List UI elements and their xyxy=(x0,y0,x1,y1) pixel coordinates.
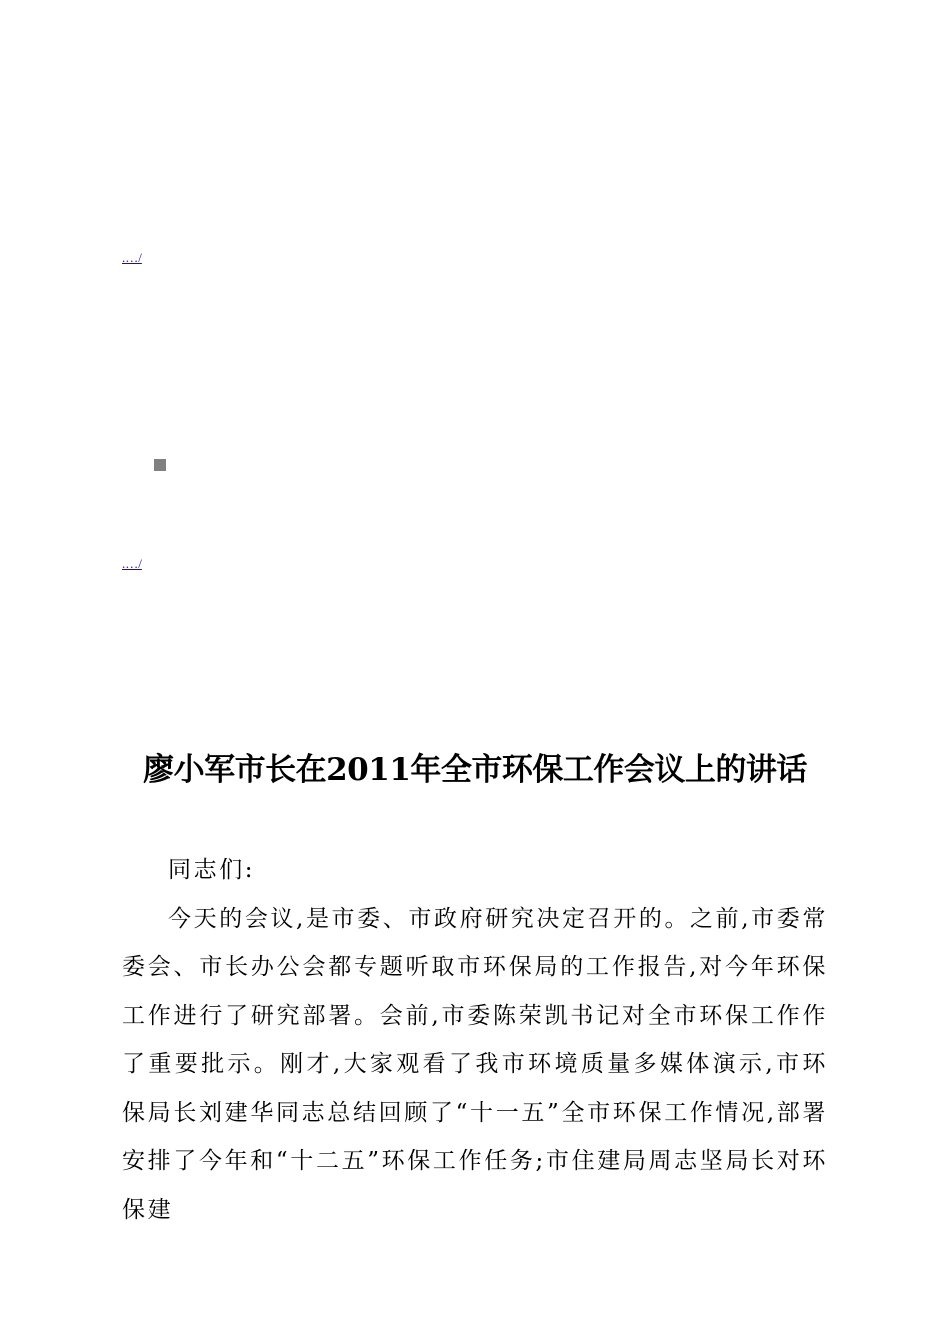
document-link-bottom[interactable]: .…/ xyxy=(122,556,142,571)
paragraph-1: 今天的会议,是市委、市政府研究决定召开的。之前,市委常委会、市长办公会都专题听取市环保局的工作报告,对今年环保工作进行了研究部署。会前,市委陈荣凯书记对全市环保工作作了重要批示。刚才,大家观看了我市环境质量多媒体演示,市环保局长刘建华同志总结回顾了“十一五”全市环保工作情况,部署安排了今年和“十二五”环保工作任务;市住建局周志坚局长对环保建 xyxy=(122,905,828,1223)
document-title: 廖小军市长在2011年全市环保工作会议上的讲话 xyxy=(143,752,807,788)
placeholder-square-icon xyxy=(154,459,166,471)
document-link-top[interactable]: .…/ xyxy=(122,250,142,265)
document-body xyxy=(122,846,828,1234)
salutation: 同志们: xyxy=(168,857,256,883)
